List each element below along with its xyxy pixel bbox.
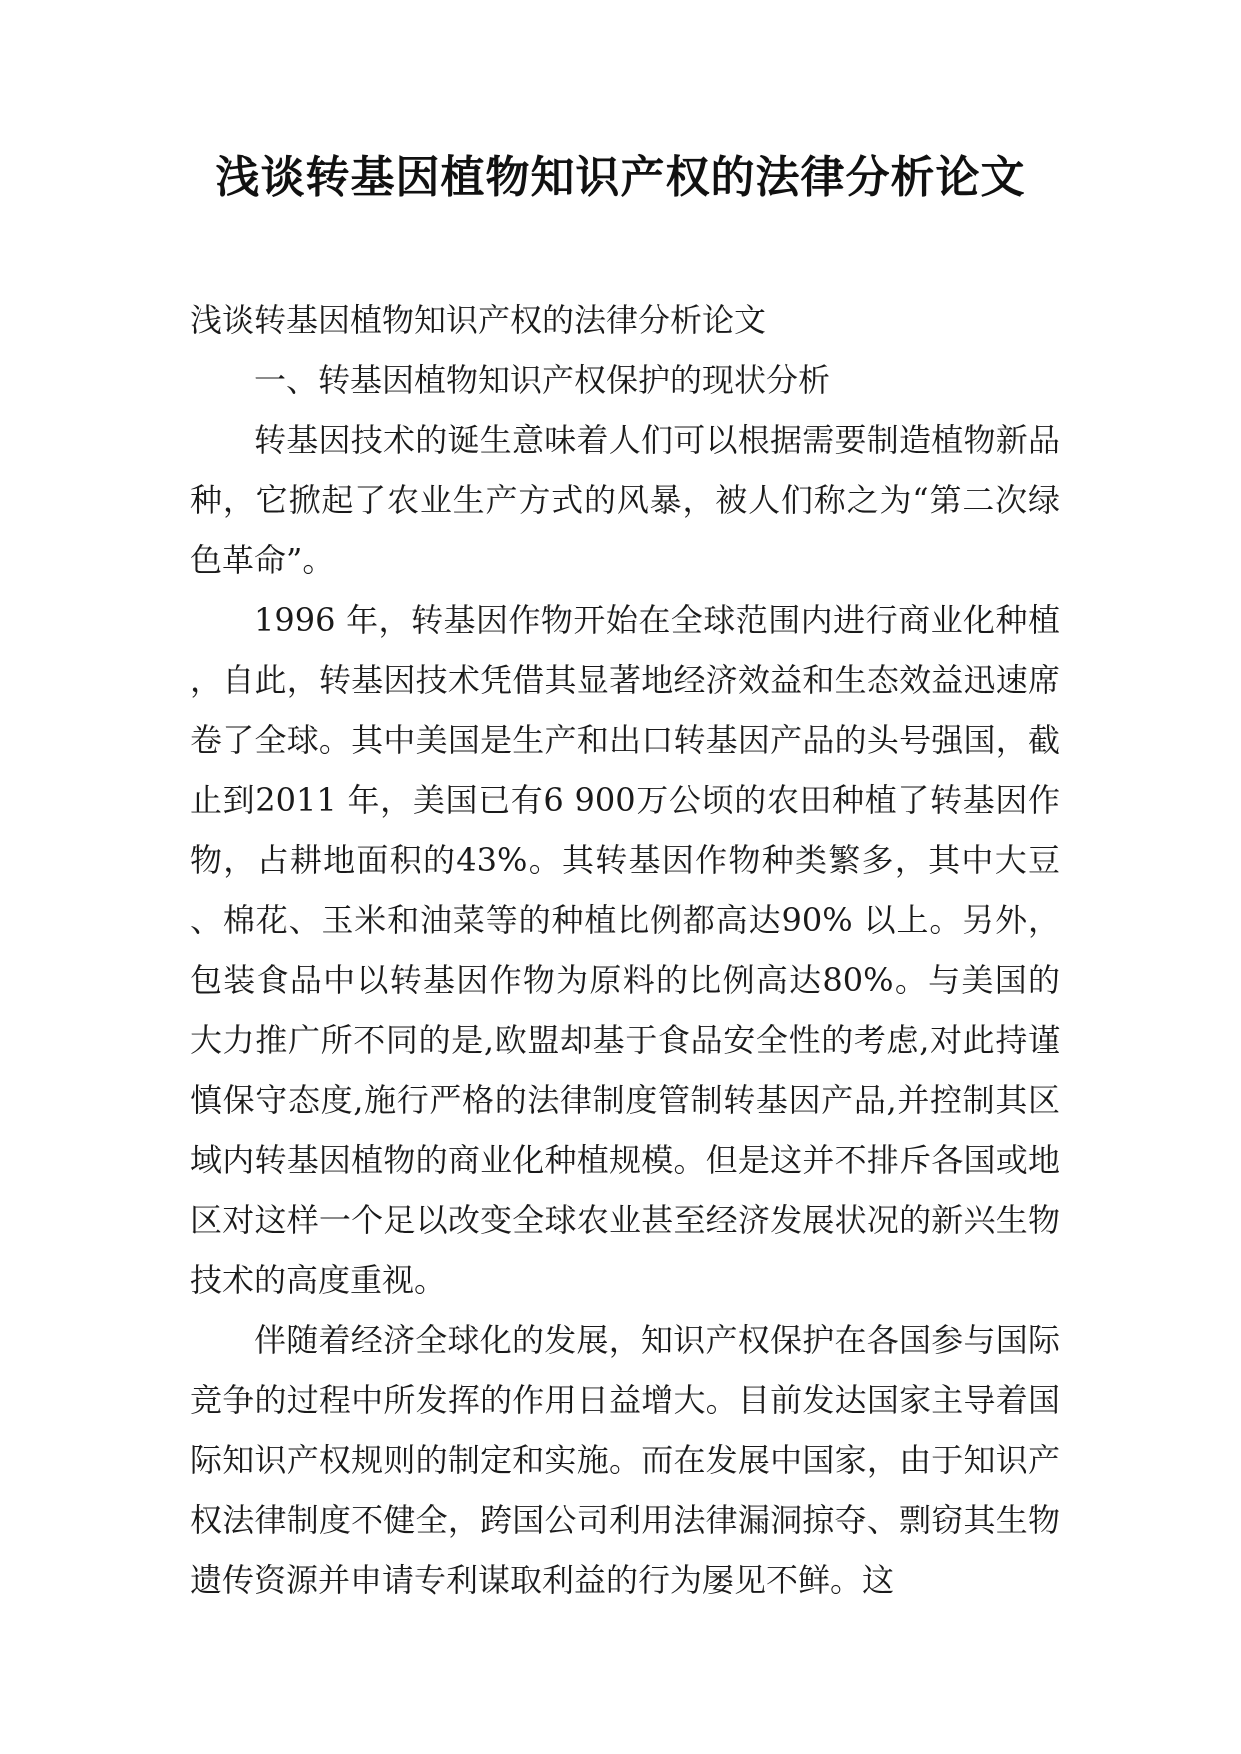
document-title: 浅谈转基因植物知识产权的法律分析论文 (215, 152, 1026, 203)
paragraph: 伴随着经济全球化的发展，知识产权保护在各国参与国际竞争的过程中所发挥的作用日益增大。目前发达国家主导着国际知识产权规则的制定和实施。而在发展中国家，由于知识产权法律制度不健全，跨国公司利用法律漏洞掠夺、剽窃其生物遗传资源并申请专利谋取利益的行为屡见不鲜。这 (190, 1321, 1060, 1599)
document-body (190, 290, 1060, 1610)
section-heading: 一、转基因植物知识产权保护的现状分析 (254, 361, 831, 399)
paragraph: 1996 年，转基因作物开始在全球范围内进行商业化种植，自此，转基因技术凭借其显著地经济效益和生态效益迅速席卷了全球。其中美国是生产和出口转基因产品的头号强国，截止到2011 年，美国已有6 900万公顷的农田种植了转基因作物，占耕地面积的43%。其转基因作物种类繁多，其中大豆、棉花、玉米和油菜等的种植比例都高达90% 以上。另外，包装食品中以转基因作物为原料的比例高达80%。与美国的大力推广所不同的是,欧盟却基于食品安全性的考虑,对此持谨慎保守态度,施行严格的法律制度管制转基因产品,并控制其区域内转基因植物的商业化种植规模。但是这并不排斥各国或地区对这样一个足以改变全球农业甚至经济发展状况的新兴生物技术的高度重视。 (190, 601, 1060, 1299)
paragraph-subtitle: 浅谈转基因植物知识产权的法律分析论文 (190, 301, 767, 339)
paragraph: 转基因技术的诞生意味着人们可以根据需要制造植物新品种，它掀起了农业生产方式的风暴，被人们称之为“第二次绿色革命”。 (190, 421, 1060, 579)
